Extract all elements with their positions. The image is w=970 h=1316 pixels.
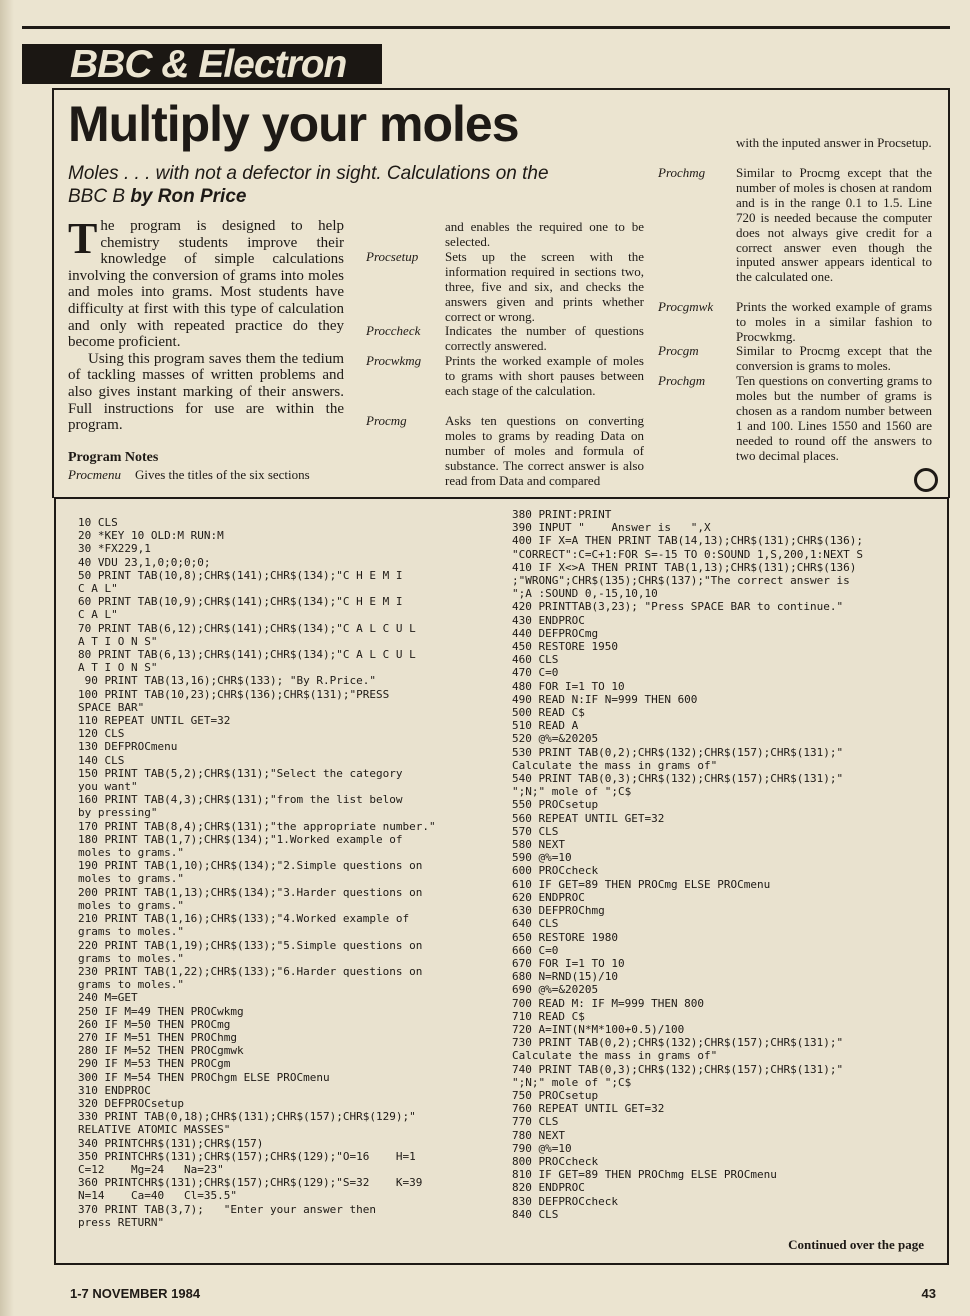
article-title: Multiply your moles	[68, 96, 519, 152]
program-listing-right: 380 PRINT:PRINT 390 INPUT " Answer is ",X 400 IF X=A THEN PRINT TAB(14,13);CHR$(131);CHR$(136); "CORRECT":C=C+1:FOR S=-15 TO 0:SOUND 1,S,200,1:NEXT S 410 IF X<>A THEN PRINT TAB(1,13);CHR$(131);CHR$(136) ;"WRONG";CHR$(135);CHR$(137);"The correct answer is ";A :SOUND 0,-15,10,10 420 PRINTTAB(3,23); "Press SPACE BAR to continue." 430 ENDPROC 440 DEFPROCmg 450 RESTORE 1950 460 CLS 470 C=0 480 FOR I=1 TO 10 490 READ N:IF N=999 THEN 600 500 READ C$ 510 READ A 520 @%=&20205 530 PRINT TAB(0,2);CHR$(132);CHR$(157);CHR$(131);" Calculate the mass in grams of" 540 PRINT TAB(0,3);CHR$(132);CHR$(157);CHR$(131);" ";N;" mole of ";C$ 550 PROCsetup 560 REPEAT UNTIL GET=32 570 CLS 580 NEXT 590 @%=10 600 PROCcheck 610 IF GET=89 THEN PROCmg ELSE PROCmenu 620 ENDPROC 630 DEFPROChmg 640 CLS 650 RESTORE 1980 660 C=0 670 FOR I=1 TO 10 680 N=RND(15)/10 690 @%=&20205 700 READ M: IF M=999 THEN 800 710 READ C$ 720 A=INT(N*M*100+0.5)/100 730 PRINT TAB(0,2);CHR$(132);CHR$(157);CHR$(131);" Calculate the mass in grams of" 740 PRINT TAB(0,3);CHR$(132);CHR$(157);CHR$(131);" ";N;" mole of ";C$ 750 PROCsetup 760 REPEAT UNTIL GET=32 770 CLS 780 NEXT 790 @%=10 800 PROCcheck 810 IF GET=89 THEN PROChmg ELSE PROCmenu 820 ENDPROC 830 DEFPROCcheck 840 CLS	[512, 508, 863, 1221]
top-rule	[22, 26, 950, 29]
notes-term: Procmenu	[68, 467, 121, 482]
section-label: BBC & Electron	[70, 43, 347, 86]
intro-paragraph-1: The program is designed to help chemistry students improve their knowledge of simple calculations involving the conversion of grams into moles and moles into grams. Most students have difficulty at first with this type of calculation and only with repeated practice do they become proficient.	[68, 214, 344, 351]
section-tab	[22, 44, 382, 84]
program-listing-left: 10 CLS 20 *KEY 10 OLD:M RUN:M 30 *FX229,1 40 VDU 23,1,0;0;0;0; 50 PRINT TAB(10,8);CHR$(141);CHR$(134);"C H E M I C A L" 60 PRINT TAB(10,9);CHR$(141);CHR$(134);"C H E M I C A L" 70 PRINT TAB(6,12);CHR$(141);CHR$(134);"C A L C U L A T I O N S" 80 PRINT TAB(6,13);CHR$(141);CHR$(134);"C A L C U L A T I O N S" 90 PRINT TAB(13,16);CHR$(133); "By R.Price." 100 PRINT TAB(10,23);CHR$(136);CHR$(131);"PRESS SPACE BAR" 110 REPEAT UNTIL GET=32 120 CLS 130 DEFPROCmenu 140 CLS 150 PRINT TAB(5,2);CHR$(131);"Select the category you want" 160 PRINT TAB(4,3);CHR$(131);"from the list below by pressing" 170 PRINT TAB(8,4);CHR$(131);"the appropriate number." 180 PRINT TAB(1,7);CHR$(134);"1.Worked example of moles to grams." 190 PRINT TAB(1,10);CHR$(134);"2.Simple questions on moles to grams." 200 PRINT TAB(1,13);CHR$(134);"3.Harder questions on moles to grams." 210 PRINT TAB(1,16);CHR$(133);"4.Worked example of grams to moles." 220 PRINT TAB(1,19);CHR$(133);"5.Simple questions on grams to moles." 230 PRINT TAB(1,22);CHR$(133);"6.Harder questions on grams to moles." 240 M=GET 250 IF M=49 THEN PROCwkmg 260 IF M=50 THEN PROCmg 270 IF M=51 THEN PROChmg 280 IF M=52 THEN PROCgmwk 290 IF M=53 THEN PROCgm 300 IF M=54 THEN PROChgm ELSE PROCmenu 310 ENDPROC 320 DEFPROCsetup 330 PRINT TAB(0,18);CHR$(131);CHR$(157);CHR$(129);" RELATIVE ATOMIC MASSES" 340 PRINTCHR$(131);CHR$(157) 350 PRINTCHR$(131);CHR$(157);CHR$(129);"O=16 H=1 C=12 Mg=24 Na=23" 360 PRINTCHR$(131);CHR$(157);CHR$(129);"S=32 K=39 N=14 Ca=40 Cl=35.5" 370 PRINT TAB(3,7); "Enter your answer then press RETURN"	[78, 516, 436, 1229]
glossary-continuation: with the inputed answer in Procsetup.	[736, 135, 932, 150]
article-frame-left	[52, 88, 54, 498]
glossary-definition: Similar to Procmg except that the number of moles is chosen at random and is in the range 0.1 to 1.5. Line 720 is needed because the computer does not always give credit for a correct answer even though the inputed answer appears identical to the calculated one.	[736, 165, 932, 285]
article-subtitle	[68, 162, 588, 208]
glossary-definition: Ten questions on converting grams to moles but the number of grams is chosen as a random number between 1 and 100. Lines 1550 and 1560 are needed to round off the answers to two decimal places.	[736, 373, 932, 463]
article-frame-right	[948, 88, 950, 498]
glossary-term: Proccheck	[366, 323, 421, 338]
glossary-term: Procgmwk	[658, 299, 714, 314]
glossary-definition: Asks ten questions on converting moles to grams by reading Data on number of moles and formula of substance. The correct answer is also read from Data and compared	[445, 413, 644, 488]
footer-date: 1-7 NOVEMBER 1984	[70, 1286, 201, 1301]
glossary-definition: Sets up the screen with the information required in sections two, three, five and six, and checks the answers given and prints whether correct or wrong.	[445, 249, 644, 324]
byline: by Ron Price	[130, 186, 247, 207]
glossary-definition: Prints the worked example of grams to moles in a similar fashion to Procwkmg.	[736, 299, 932, 344]
page-fold-shadow	[0, 0, 14, 1316]
continued-note: Continued over the page	[788, 1237, 924, 1252]
glossary-definition: Prints the worked example of moles to grams with short pauses between each stage of the calculation.	[445, 353, 644, 398]
glossary-column-2	[366, 220, 646, 490]
glossary-term: Procsetup	[366, 249, 419, 264]
glossary-term: Procwkmg	[366, 353, 422, 368]
glossary-continuation: and enables the required one to be selected.	[445, 219, 644, 249]
page-number: 43	[921, 1286, 936, 1301]
intro-column	[68, 214, 344, 434]
article-frame-top	[52, 88, 950, 90]
glossary-definition: Indicates the number of questions correctly answered.	[445, 323, 644, 353]
intro-paragraph-2: Using this program saves them the tedium of tackling masses of written problems and also gives instant marking of their answers. Full instructions for use are within the program.	[68, 350, 344, 434]
glossary-definition: Similar to Procmg except that the conversion is grams to moles.	[736, 343, 932, 373]
glossary-column-3	[658, 136, 938, 466]
glossary-term: Procmg	[366, 413, 407, 428]
subtitle-text: Moles . . . with not a defector in sight. Calculations on the BBC B	[68, 163, 549, 207]
glossary-term: Prochgm	[658, 373, 706, 388]
glossary-term: Prochmg	[658, 165, 706, 180]
notes-entry-procmenu	[68, 467, 358, 483]
glossary-term: Procgm	[658, 343, 699, 358]
drop-cap: T	[68, 214, 98, 263]
end-marker-icon	[914, 468, 938, 492]
notes-definition: Gives the titles of the six sections	[134, 467, 310, 482]
program-notes-heading: Program Notes	[68, 450, 159, 465]
